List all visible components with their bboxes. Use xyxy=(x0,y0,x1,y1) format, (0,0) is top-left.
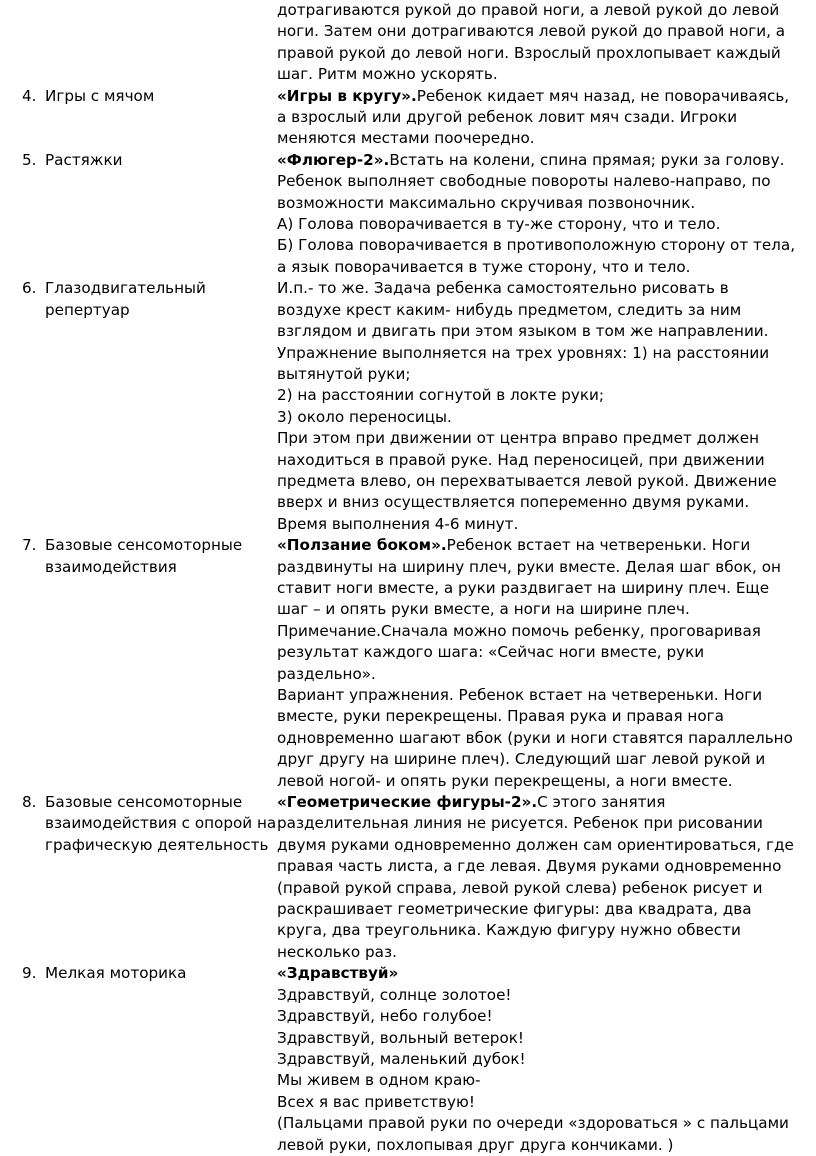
exercise-text: Здравствуй, небо голубое! xyxy=(277,1007,493,1026)
exercise-title: «Игры в кругу». xyxy=(277,86,417,105)
exercise-title: «Здравствуй» xyxy=(277,964,399,983)
description-paragraph xyxy=(277,86,797,150)
description-paragraph xyxy=(277,963,797,984)
exercise-text: Ребенок кидает мяч назад, не поворачиваясь, а взрослый или другой ребенок ловит мяч сзади. Игроки меняются местами поочередно. xyxy=(277,86,790,148)
description-paragraph xyxy=(277,535,797,621)
exercise-text: Б) Голова поворачивается в противоположную сторону от тела, а язык поворачивается в туже сторону, что и тело. xyxy=(277,236,796,276)
exercise-title: «Ползание боком». xyxy=(277,536,447,555)
exercise-row xyxy=(0,535,816,792)
description-paragraph xyxy=(277,1092,797,1113)
exercise-category: Глазодвигательный репертуар xyxy=(45,279,206,319)
exercise-row xyxy=(0,278,816,535)
exercise-description xyxy=(277,86,797,150)
exercise-text: Вариант упражнения. Ребенок встает на четвереньки. Ноги вместе, руки перекрещены. Правая рука и правая нога одновременно шагают вбок (руки и ноги ставятся параллельно друг другу на ширине плеч). Следующий шаг левой рукой и левой ногой- и опять руки перекрещены, а ноги вместе. xyxy=(277,686,793,790)
exercise-number: 7. xyxy=(22,536,37,555)
exercise-description xyxy=(277,963,797,1156)
exercise-text: Мы живем в одном краю- xyxy=(277,1071,481,1090)
exercise-text: Здравствуй, солнце золотое! xyxy=(277,985,512,1004)
exercise-number: 6. xyxy=(22,279,37,298)
exercise-text: (Пальцами правой руки по очереди «здороваться » с пальцами левой руки, похлопывая друг друга кончиками. ) xyxy=(277,1114,789,1154)
exercise-row xyxy=(0,963,816,1156)
exercise-category: Мелкая моторика xyxy=(45,964,187,983)
exercise-description xyxy=(277,792,797,963)
exercise-description xyxy=(277,278,797,535)
exercise-text: Встать на колени, спина прямая; руки за голову. Ребенок выполняет свободные повороты налево-направо, по возможности максимально скручивая позвоночник. xyxy=(277,150,785,212)
description-paragraph xyxy=(277,150,797,214)
description-paragraph xyxy=(277,1049,797,1070)
exercise-row xyxy=(0,792,816,963)
exercise-number: 5. xyxy=(22,150,37,169)
exercise-description xyxy=(277,535,797,792)
description-paragraph xyxy=(277,685,797,792)
exercise-category: Базовые сенсомоторные взаимодействия с опорой на графическую деятельность xyxy=(45,793,277,854)
exercise-text: Здравствуй, вольный ветерок! xyxy=(277,1028,524,1047)
description-paragraph xyxy=(277,278,797,385)
exercise-description xyxy=(277,0,797,86)
description-paragraph xyxy=(277,985,797,1006)
description-paragraph xyxy=(277,1006,797,1027)
description-paragraph xyxy=(277,385,797,406)
exercise-row xyxy=(0,150,816,278)
exercise-text: И.п.- то же. Задача ребенка самостоятельно рисовать в воздухе крест каким- нибудь предметом, следить за ним взглядом и двигать при этом языком в том же направлении. Упражнение выполняется на трех уровнях: 1) на расстоянии вытянутой руки; xyxy=(277,279,770,383)
description-paragraph xyxy=(277,0,797,86)
exercise-text: Ребенок встает на четвереньки. Ноги раздвинуты на ширину плеч, руки вместе. Делая шаг вбок, он ставит ноги вместе, а руки раздвигает на ширину плеч. Еще шаг – и опять руки вместе, а ноги на ширине плеч. xyxy=(277,536,781,619)
description-paragraph xyxy=(277,428,797,535)
exercise-text: При этом при движении от центра вправо предмет должен находиться в правой руке. Над переносицей, при движении предмета влево, он перехватывается левой рукой. Движение вверх и вниз осуществляется попеременно двумя руками. Время выполнения 4-6 минут. xyxy=(277,429,777,533)
exercise-category: Базовые сенсомоторные взаимодействия xyxy=(45,536,243,576)
exercise-number: 9. xyxy=(22,964,37,983)
exercise-text: Здравствуй, маленький дубок! xyxy=(277,1049,526,1068)
exercise-number: 8. xyxy=(22,793,37,812)
exercise-number: 4. xyxy=(22,86,37,105)
exercise-text: 3) около переносицы. xyxy=(277,407,452,426)
description-paragraph xyxy=(277,407,797,428)
description-paragraph xyxy=(277,792,797,963)
description-paragraph xyxy=(277,1028,797,1049)
exercise-text: С этого занятия разделительная линия не рисуется. Ребенок при рисовании двумя руками одновременно должен сам ориентироваться, где правая часть листа, а где левая. Двумя руками одновременно (правой рукой справа, левой рукой слева) ребенок рисует и раскрашивает геометрические фигуры: два квадрата, два круга, два треугольника. Каждую фигуру нужно обвести несколько раз. xyxy=(277,793,794,961)
description-paragraph xyxy=(277,1070,797,1091)
exercise-text: Всех я вас приветствую! xyxy=(277,1092,475,1111)
exercise-description xyxy=(277,150,797,278)
description-paragraph xyxy=(277,1113,797,1156)
exercise-category: Растяжки xyxy=(45,150,123,169)
exercise-row xyxy=(0,0,816,86)
exercise-text: А) Голова поворачивается в ту-же сторону, что и тело. xyxy=(277,215,721,234)
exercise-title: «Геометрические фигуры-2». xyxy=(277,793,538,812)
description-paragraph xyxy=(277,214,797,235)
exercise-text: 2) на расстоянии согнутой в локте руки; xyxy=(277,386,605,405)
exercise-text: дотрагиваются рукой до правой ноги, а левой рукой до левой ноги. Затем они дотрагиваются левой рукой до правой ноги, а правой рукой до левой ноги. Взрослый прохлопывает каждый шаг. Ритм можно ускорять. xyxy=(277,1,786,84)
exercise-text: Примечание.Сначала можно помочь ребенку, проговаривая результат каждого шага: «Сейчас ноги вместе, руки раздельно». xyxy=(277,621,761,683)
exercise-row xyxy=(0,86,816,150)
description-paragraph xyxy=(277,235,797,278)
description-paragraph xyxy=(277,621,797,685)
exercise-title: «Флюгер-2». xyxy=(277,150,390,169)
exercise-category: Игры с мячом xyxy=(45,86,155,105)
